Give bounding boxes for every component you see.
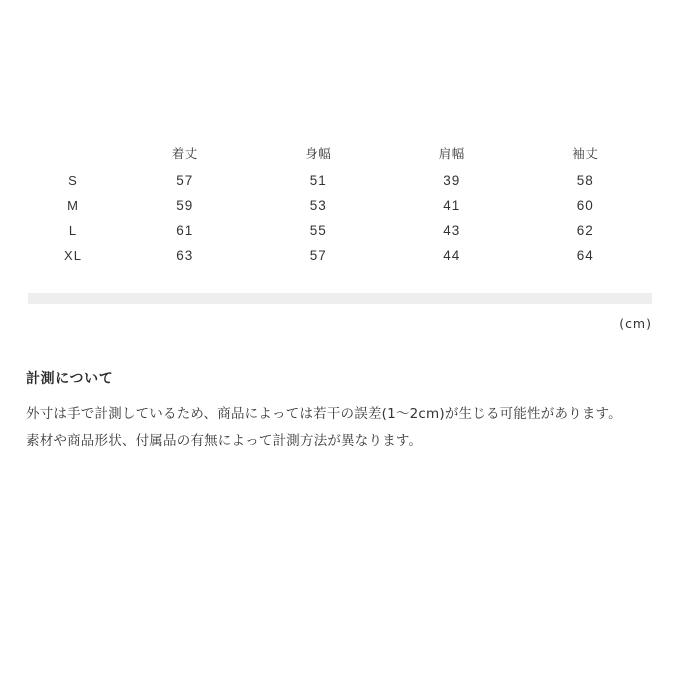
table-row xyxy=(28,193,652,218)
unit-label: (cm) xyxy=(619,316,652,331)
header-corner xyxy=(28,138,118,168)
table-row xyxy=(28,243,652,268)
header-column-kitake: 着丈 xyxy=(171,146,198,161)
notes-line-2: 素材や商品形状、付属品の有無によって計測方法が異なります。 xyxy=(26,433,423,449)
row-label-s: S xyxy=(68,173,78,188)
measurement-notes xyxy=(26,368,666,455)
cell-l-kitake: 61 xyxy=(176,223,194,238)
row-label-xl: XL xyxy=(64,248,82,263)
notes-line-1: 外寸は手で計測しているため、商品によっては若干の誤差(1〜2cm)が生じる可能性があります。 xyxy=(26,406,622,422)
notes-title: 計測について xyxy=(26,371,114,387)
table-row xyxy=(28,218,652,243)
cell-s-sodetake: 58 xyxy=(576,173,594,188)
cell-xl-mihaba: 57 xyxy=(309,248,327,263)
row-label-m: M xyxy=(67,198,79,213)
header-column-katahaba: 肩幅 xyxy=(438,146,465,161)
size-table-head xyxy=(28,138,652,168)
header-column-sodetake: 袖丈 xyxy=(572,146,599,161)
cell-m-sodetake: 60 xyxy=(576,198,594,213)
cell-s-kitake: 57 xyxy=(176,173,194,188)
table-header-row xyxy=(28,138,652,168)
cell-xl-sodetake: 64 xyxy=(576,248,594,263)
cell-l-sodetake: 62 xyxy=(576,223,594,238)
cell-m-katahaba: 41 xyxy=(443,198,461,213)
cell-s-mihaba: 51 xyxy=(309,173,327,188)
cell-m-mihaba: 53 xyxy=(309,198,327,213)
cell-l-katahaba: 43 xyxy=(443,223,461,238)
table-bottom-rule xyxy=(28,293,652,304)
cell-xl-kitake: 63 xyxy=(176,248,194,263)
cell-xl-katahaba: 44 xyxy=(443,248,461,263)
header-column-mihaba: 身幅 xyxy=(305,146,332,161)
size-table-body xyxy=(28,168,652,268)
size-table xyxy=(28,138,652,268)
cell-s-katahaba: 39 xyxy=(443,173,461,188)
cell-l-mihaba: 55 xyxy=(309,223,327,238)
table-row xyxy=(28,168,652,193)
row-label-l: L xyxy=(68,223,78,238)
cell-m-kitake: 59 xyxy=(176,198,194,213)
size-table-container xyxy=(28,138,652,268)
